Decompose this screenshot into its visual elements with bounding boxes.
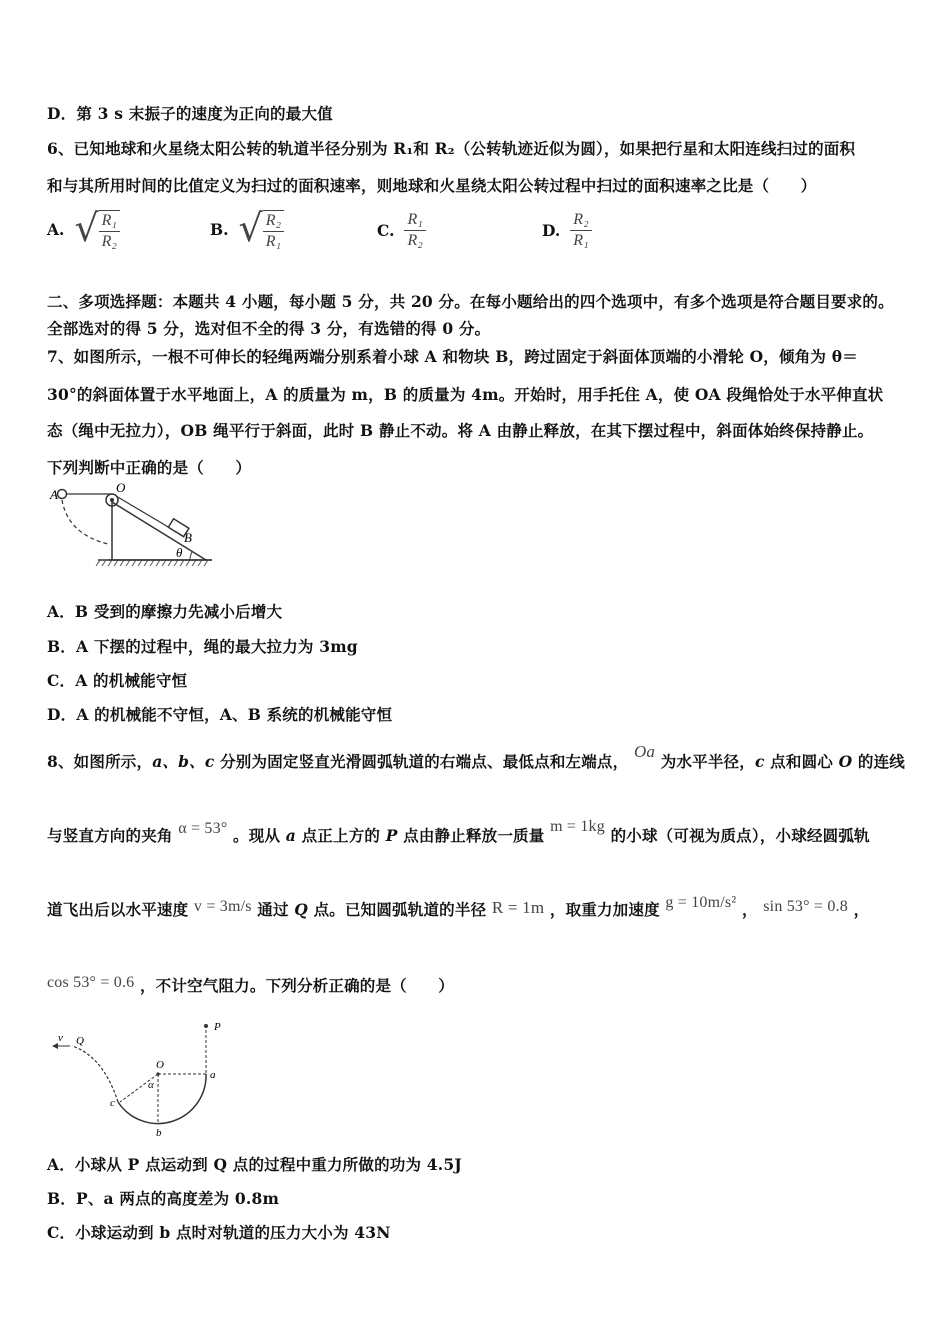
swing-path bbox=[62, 500, 108, 544]
q8-stem-line2: 与竖直方向的夹角 α = 53° 。现从 a 点正上方的 P 点由静止释放一质量 m = 1kg 的小球（可视为质点），小球经圆弧轨 bbox=[47, 818, 870, 845]
label-o: O bbox=[116, 482, 126, 495]
q6-option-a-label: A. bbox=[47, 219, 65, 239]
q6-option-c-label: C. bbox=[377, 221, 395, 240]
q6-stem-line1: 6、已知地球和火星绕太阳公转的轨道半径分别为 R₁和 R₂（公转轨迹近似为圆），如果把行星和太阳连线扫过的面积 bbox=[47, 139, 856, 158]
q6-a-denominator: R₂ bbox=[101, 233, 117, 250]
q8-option-b[interactable]: B．P、a 两点的高度差为 0.8m bbox=[47, 1189, 280, 1208]
q7-option-a[interactable]: A．B 受到的摩擦力先减小后增大 bbox=[47, 602, 283, 621]
flight-path bbox=[72, 1046, 118, 1102]
q6-d-denominator: R₁ bbox=[573, 232, 589, 249]
label-c: c bbox=[110, 1097, 115, 1109]
section2-line1: 二、多项选择题：本题共 4 小题，每小题 5 分，共 20 分。在每小题给出的四个选项中，有多个选项是符合题目要求的。 bbox=[47, 292, 894, 311]
q6-option-b-label: B. bbox=[210, 219, 229, 239]
ground-hatching bbox=[96, 560, 208, 566]
label-a: A bbox=[50, 487, 58, 502]
label-o: O bbox=[156, 1059, 164, 1071]
q7-stem-line4: 下列判断中正确的是（ ） bbox=[47, 458, 252, 477]
center-o bbox=[156, 1072, 159, 1075]
q8-math-velocity: v = 3m/s bbox=[193, 898, 252, 915]
q8-math-cos: cos 53° = 0.6 bbox=[47, 974, 135, 991]
q6-d-numerator: R₂ bbox=[570, 210, 591, 231]
label-v: v bbox=[58, 1032, 63, 1044]
arc-track bbox=[118, 1074, 206, 1124]
q8-option-c[interactable]: C．小球运动到 b 点时对轨道的压力大小为 43N bbox=[47, 1223, 391, 1242]
q6-option-d-label: D. bbox=[542, 221, 561, 240]
label-b: b bbox=[156, 1127, 162, 1139]
label-q: Q bbox=[76, 1035, 84, 1047]
q6-a-numerator: R₁ bbox=[99, 211, 120, 232]
q6-b-denominator: R₁ bbox=[265, 233, 282, 250]
q8-option-a[interactable]: A．小球从 P 点运动到 Q 点的过程中重力所做的功为 4.5J bbox=[47, 1155, 462, 1174]
point-p bbox=[204, 1024, 208, 1028]
q6-option-b[interactable] bbox=[210, 206, 284, 252]
q6-stem-line2: 和与其所用时间的比值定义为扫过的面积速率，则地球和火星绕太阳公转过程中扫过的面积速率之比是（ ） bbox=[47, 176, 817, 195]
q8-math-sin: sin 53° = 0.8 bbox=[763, 898, 848, 915]
q6-b-numerator: R₂ bbox=[263, 211, 284, 232]
q8-math-radius: R = 1m bbox=[491, 898, 545, 917]
sqrt-symbol: √ $\frac{\text{R₁}}{\text{R₂}}$ bbox=[74, 206, 120, 252]
rope-ob bbox=[116, 496, 170, 528]
q6-option-c[interactable] bbox=[377, 210, 426, 251]
q8-stem-line3: 道飞出后以水平速度 v = 3m/s 通过 Q 点。已知圆弧轨道的半径 R = 1m ，取重力加速度 g = 10m/s² ， sin 53° = 0.8 ， bbox=[47, 894, 870, 919]
q8-arc-track-figure bbox=[48, 1016, 228, 1144]
q7-stem-line3: 态（绳中无拉力），OB 绳平行于斜面，此时 B 静止不动。将 A 由静止释放，在其下摆过程中，斜面体始终保持静止。 bbox=[47, 421, 874, 440]
sqrt-symbol: √ $\frac{\text{R₂}}{\text{R₁}}$ bbox=[239, 206, 285, 252]
ball-a bbox=[58, 490, 67, 499]
q7-option-d[interactable]: D．A 的机械能不守恒，A、B 系统的机械能守恒 bbox=[47, 705, 393, 724]
q6-option-d[interactable] bbox=[542, 210, 592, 251]
q8-math-mass: m = 1kg bbox=[550, 818, 605, 835]
label-p: P bbox=[214, 1021, 221, 1033]
q8-stem-line1: 8、如图所示，a、b、c 分别为固定竖直光滑圆弧轨道的右端点、最低点和左端点， Oa 为水平半径，c 点和圆心 O 的连线 bbox=[47, 742, 905, 771]
q8-math-gravity: g = 10m/s² bbox=[665, 894, 737, 911]
prev-option-d: D．第 3 s 末振子的速度为正向的最大值 bbox=[47, 104, 333, 123]
label-theta: θ bbox=[176, 545, 183, 560]
q7-stem-line1: 7、如图所示，一根不可伸长的轻绳两端分别系着小球 A 和物块 B，跨过固定于斜面体顶端的小滑轮 O，倾角为 θ＝ bbox=[47, 347, 858, 366]
q8-stem-line4: cos 53° = 0.6 ，不计空气阻力。下列分析正确的是（ ） bbox=[47, 974, 454, 995]
q6-c-numerator: R₁ bbox=[404, 210, 425, 231]
q7-incline-figure bbox=[40, 482, 220, 572]
label-a: a bbox=[210, 1069, 216, 1081]
q8-math-alpha: α = 53° bbox=[178, 820, 228, 837]
q7-option-b[interactable]: B．A 下摆的过程中，绳的最大拉力为 3mg bbox=[47, 637, 358, 656]
q7-option-c[interactable]: C．A 的机械能守恒 bbox=[47, 671, 188, 690]
label-alpha: α bbox=[148, 1079, 154, 1091]
q6-option-a[interactable] bbox=[47, 206, 120, 252]
q8-math-oa: Oa bbox=[633, 742, 656, 761]
q6-c-denominator: R₂ bbox=[407, 232, 423, 249]
label-b: B bbox=[184, 530, 192, 545]
q7-stem-line2: 30°的斜面体置于水平地面上，A 的质量为 m，B 的质量为 4m。开始时，用手托住 A，使 OA 段绳恰处于水平伸直状 bbox=[47, 385, 884, 404]
section2-line2: 全部选对的得 5 分，选对但不全的得 3 分，有选错的得 0 分。 bbox=[47, 319, 491, 338]
